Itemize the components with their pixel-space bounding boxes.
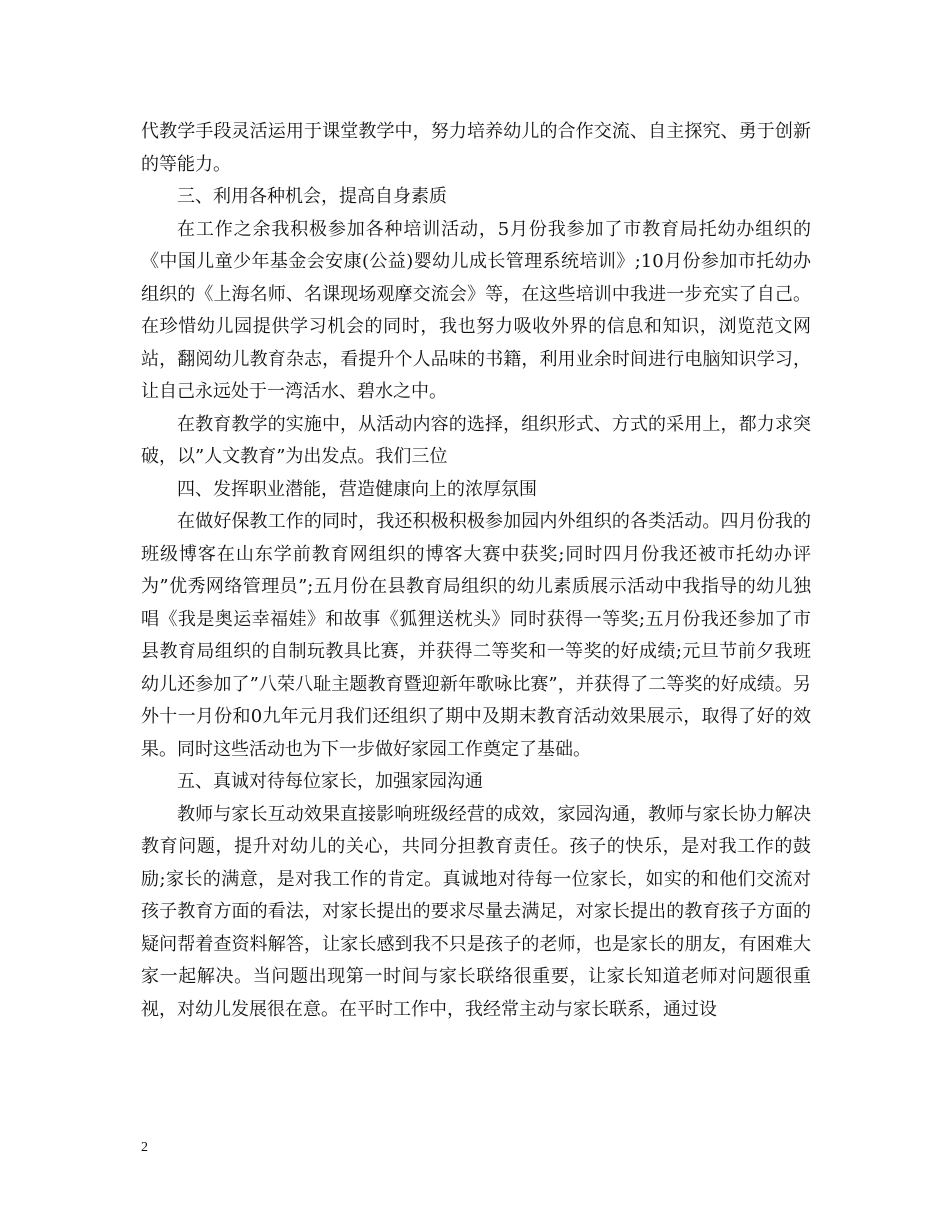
paragraph-2: 在工作之余我积极参加各种培训活动，5月份我参加了市教育局托幼办组织的《中国儿童少年基金会安康(公益)婴幼儿成长管理系统培训》;10月份参加市托幼办组织的《上海名师、名课现场观摩交流会》等，在这些培训中我进一步充实了自己。在珍惜幼儿园提供学习机会的同时，我也努力吸收外界的信息和知识，浏览范文网站，翻阅幼儿教育杂志，看提升个人品味的书籍，利用业余时间进行电脑知识学习，让自己永远处于一湾活水、碧水之中。 [141,218,811,402]
section-heading-3: 三、利用各种机会，提高自身素质 [177,186,447,207]
paragraph-5: 教师与家长互动效果直接影响班级经营的成效，家园沟通，教师与家长协力解决教育问题，提升对幼儿的关心，共同分担教育责任。孩子的快乐，是对我工作的鼓励;家长的满意，是对我工作的肯定。真诚地对待每一位家长，如实的和他们交流对孩子教育方面的看法，对家长提出的要求尽量去满足，对家长提出的教育孩子方面的疑问帮着查资料解答，让家长感到我不只是孩子的老师，也是家长的朋友，有困难大家一起解决。当问题出现第一时间与家长联络很重要，让家长知道老师对问题很重视，对幼儿发展很在意。在平时工作中，我经常主动与家长联系，通过设 [141,803,811,1020]
page-number: 2 [141,1140,148,1155]
document-body [141,116,811,1026]
paragraph-3: 在教育教学的实施中，从活动内容的选择，组织形式、方式的采用上，都力求突破，以”人文教育”为出发点。我们三位 [141,413,811,467]
paragraph-4: 在做好保教工作的同时，我还积极积极参加园内外组织的各类活动。四月份我的班级博客在山东学前教育网组织的博客大赛中获奖;同时四月份我还被市托幼办评为”优秀网络管理员”;五月份在县教育局组织的幼儿素质展示活动中我指导的幼儿独唱《我是奥运幸福娃》和故事《狐狸送枕头》同时获得一等奖;五月份我还参加了市县教育局组织的自制玩教具比赛，并获得二等奖和一等奖的好成绩;元旦节前夕我班幼儿还参加了”八荣八耻主题教育暨迎新年歌咏比赛”，并获得了二等奖的好成绩。另外十一月份和0九年元月我们还组织了期中及期末教育活动效果展示，取得了好的效果。同时这些活动也为下一步做好家园工作奠定了基础。 [141,511,811,760]
paragraph-1: 代教学手段灵活运用于课堂教学中，努力培养幼儿的合作交流、自主探究、勇于创新的等能力。 [141,121,811,175]
section-heading-4: 四、发挥职业潜能，营造健康向上的浓厚氛围 [177,478,537,500]
section-heading-5: 五、真诚对待每位家长，加强家园沟通 [177,771,483,792]
